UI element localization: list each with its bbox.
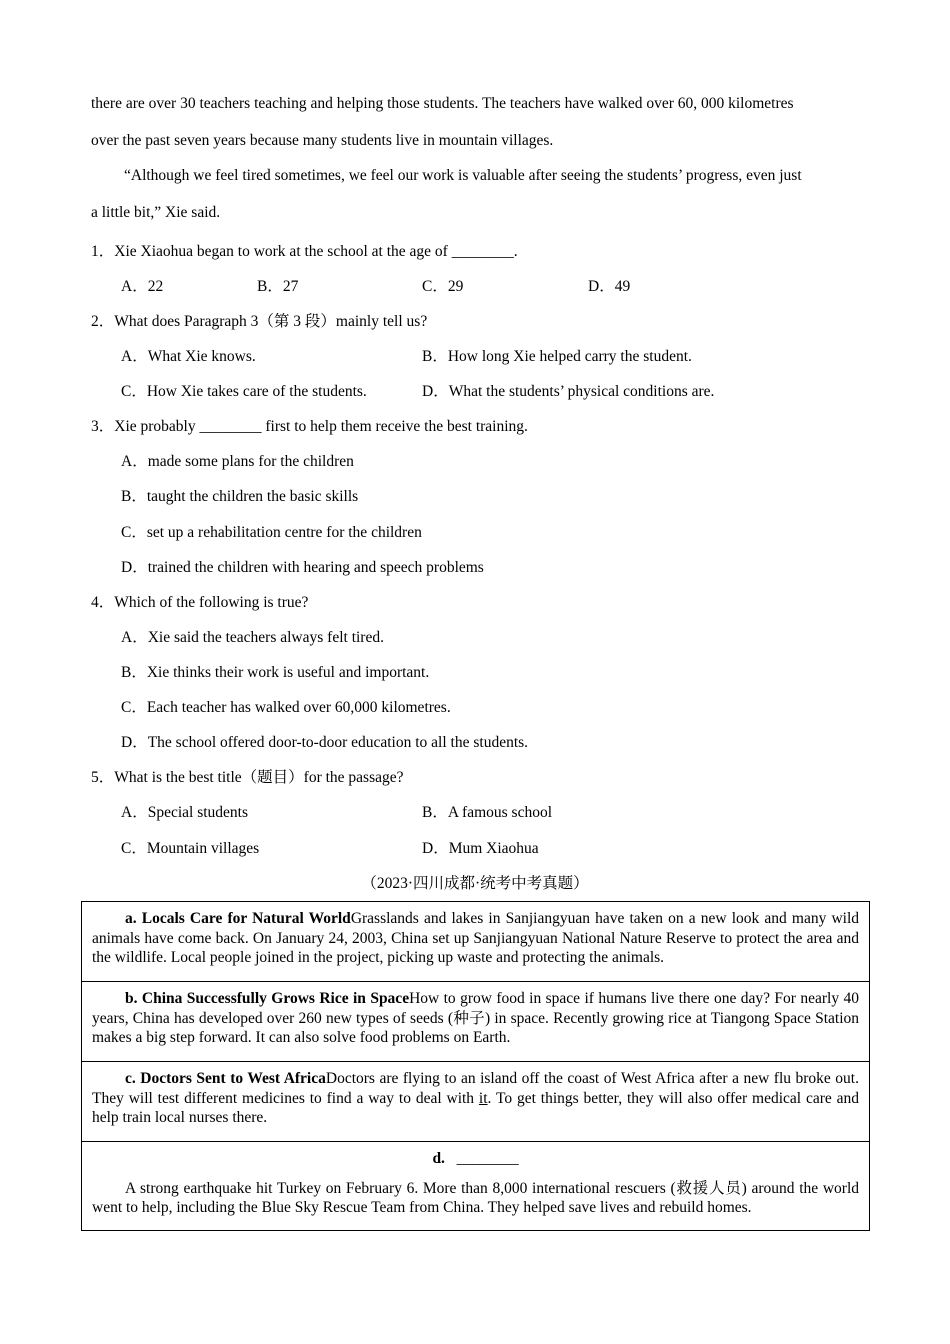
news-table bbox=[81, 901, 870, 1231]
news-row-d bbox=[82, 1142, 870, 1231]
question-2-option-d[interactable]: D．What the students’ physical conditions are. bbox=[422, 383, 715, 400]
question-3-stem: 3．Xie probably ________ first to help them receive the best training. bbox=[91, 418, 528, 435]
question-2-option-c[interactable]: C．How Xie takes care of the students. bbox=[121, 383, 367, 400]
question-4-option-d[interactable]: D．The school offered door-to-door education to all the students. bbox=[121, 734, 529, 751]
question-1-option-b[interactable]: B．27 bbox=[257, 278, 299, 295]
news-row-b bbox=[82, 982, 870, 1062]
news-d-title: d. bbox=[432, 1150, 445, 1167]
news-c-underlined-word: it bbox=[478, 1089, 488, 1107]
question-5-option-d[interactable]: D．Mum Xiaohua bbox=[422, 840, 539, 857]
news-c-title: c. Doctors Sent to West Africa bbox=[125, 1070, 326, 1087]
news-d-body: A strong earthquake hit Turkey on February 6. More than 8,000 international rescuers (救援人员) around the world went to help, including the Blue Sky Rescue Team from China. They helped save lives and rebuild homes. bbox=[92, 1179, 859, 1216]
question-5-option-c[interactable]: C．Mountain villages bbox=[121, 840, 260, 857]
question-1-option-c[interactable]: C．29 bbox=[422, 278, 464, 295]
question-4-stem: 4．Which of the following is true? bbox=[91, 594, 309, 611]
question-4-option-a[interactable]: A．Xie said the teachers always felt tired. bbox=[121, 629, 384, 646]
passage-line: a little bit,” Xie said. bbox=[91, 204, 221, 221]
question-1-option-d[interactable]: D．49 bbox=[588, 278, 631, 295]
question-1-stem: 1．Xie Xiaohua began to work at the school at the age of ________. bbox=[91, 243, 518, 260]
news-d-blank[interactable]: ________ bbox=[456, 1150, 519, 1167]
question-4-option-c[interactable]: C．Each teacher has walked over 60,000 kilometres. bbox=[121, 699, 451, 716]
news-b-body: How to grow food in space if humans live there one day? For nearly 40 years, China has developed over 260 new types of seeds (种子) in space. Recently growing rice at Tiangong Space Station makes a big step forward. It can also solve food problems on Earth. bbox=[92, 990, 859, 1046]
news-c-body-before: Doctors are flying to an island off the coast of West Africa after a new flu broke out. They will test different medicines to find a way to deal with bbox=[92, 1070, 859, 1107]
source-label: （2023·四川成都·统考中考真题） bbox=[361, 875, 589, 892]
question-3-option-a[interactable]: A．made some plans for the children bbox=[121, 453, 354, 470]
question-5-option-a[interactable]: A．Special students bbox=[121, 804, 248, 821]
news-row-a bbox=[82, 902, 870, 982]
news-a-title: a. Locals Care for Natural World bbox=[125, 910, 351, 927]
news-b-title: b. China Successfully Grows Rice in Space bbox=[125, 990, 410, 1007]
question-3-option-c[interactable]: C．set up a rehabilitation centre for the children bbox=[121, 524, 422, 541]
question-5-option-b[interactable]: B．A famous school bbox=[422, 804, 553, 821]
question-2-stem: 2．What does Paragraph 3（第 3 段）mainly tell us? bbox=[91, 313, 428, 330]
passage-line: over the past seven years because many students live in mountain villages. bbox=[91, 132, 554, 149]
news-row-c bbox=[82, 1062, 870, 1142]
passage-line: “Although we feel tired sometimes, we feel our work is valuable after seeing the students’ progress, even just bbox=[124, 167, 802, 184]
question-2-option-b[interactable]: B．How long Xie helped carry the student. bbox=[422, 348, 692, 365]
question-3-option-d[interactable]: D．trained the children with hearing and speech problems bbox=[121, 559, 484, 576]
news-c-body-after: . To get things better, they will also offer medical care and help train local nurses there. bbox=[92, 1089, 859, 1126]
question-3-option-b[interactable]: B．taught the children the basic skills bbox=[121, 488, 359, 505]
question-5-stem: 5．What is the best title（题目）for the passage? bbox=[91, 769, 404, 786]
question-1-option-a[interactable]: A．22 bbox=[121, 278, 164, 295]
news-a-body: Grasslands and lakes in Sanjiangyuan have taken on a new look and many wild animals have come back. On January 24, 2003, China set up Sanjiangyuan National Nature Reserve to protect the area and the wildlife. Local people joined in the project, picking up waste and protecting the animals. bbox=[92, 910, 859, 966]
question-4-option-b[interactable]: B．Xie thinks their work is useful and important. bbox=[121, 664, 430, 681]
question-2-option-a[interactable]: A．What Xie knows. bbox=[121, 348, 256, 365]
passage-line: there are over 30 teachers teaching and helping those students. The teachers have walked over 60, 000 kilometres bbox=[91, 95, 794, 112]
